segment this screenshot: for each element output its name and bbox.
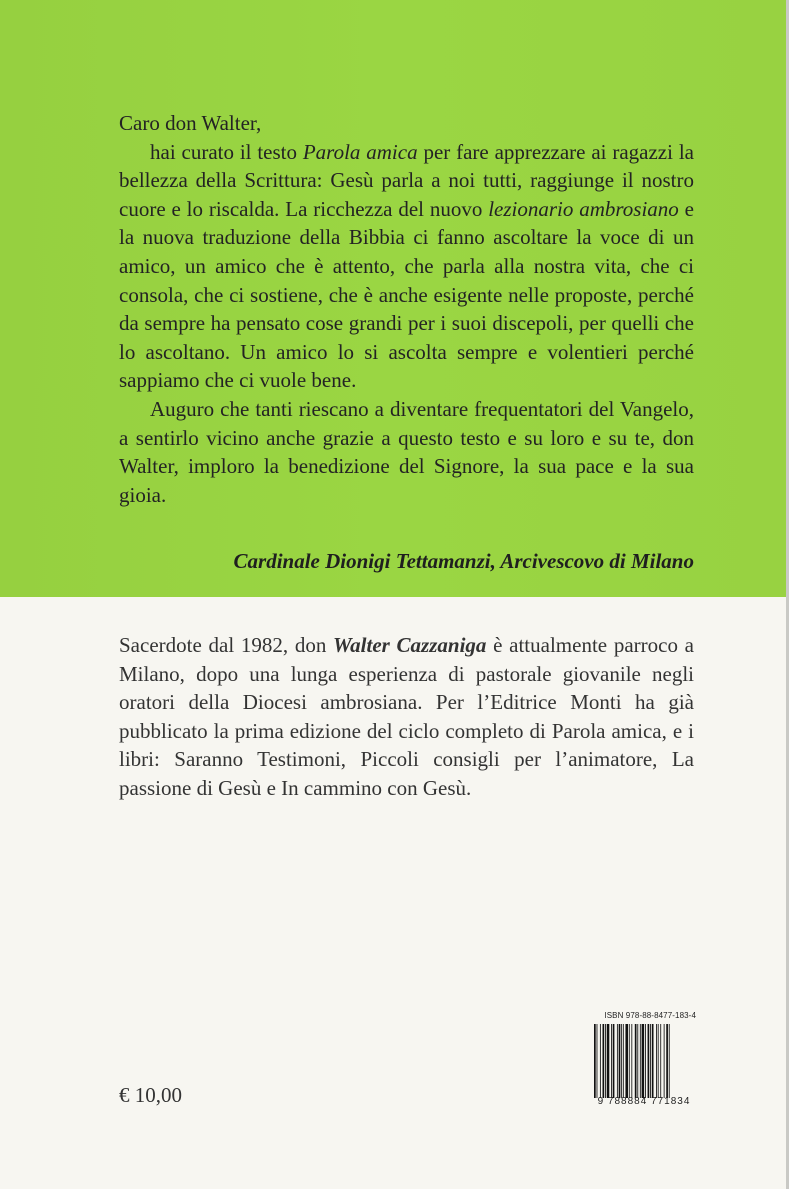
bio-book-1: Parola amica bbox=[551, 718, 662, 743]
author-bio: Sacerdote dal 1982, don Walter Cazzaniga è attualmente parroco a Milano, dopo una lunga esperienza di pastorale giovanile negli oratori della Diocesi ambrosiana. Per l’Editrice Monti ha già pubblicato la prima edizione del ciclo completo di Parola amica, e i libri: Saranno Testimoni, Piccoli consigli per l’animatore, La passione di Gesù e In cammino con Gesù. bbox=[119, 633, 695, 800]
bio-book-2: Saranno Testimoni, Piccoli consigli per l’animatore bbox=[174, 747, 653, 772]
letter-paragraph-2: Auguro che tanti riescano a diventare frequentatori del Vangelo, a sentirlo vicino anche grazie a questo testo e su loro e su te, don Walter, imploro la benedizione del Signore, la sua pace e la sua gioia. bbox=[119, 396, 694, 507]
book-title: Parola amica bbox=[302, 139, 418, 164]
bio-book-4: In cammino con Gesù bbox=[281, 775, 467, 800]
bio-book-3: La passione di Gesù bbox=[119, 747, 694, 800]
letter-salutation: Caro don Walter, bbox=[119, 111, 262, 135]
author-name: Walter Cazzaniga bbox=[333, 633, 487, 657]
letter-paragraph-1: hai curato il testo Parola amica per fare apprezzare ai ragazzi la bellezza della Scrittura: Gesù parla a noi tutti, raggiunge il nostro cuore e lo riscalda. La ricchezza del nuovo lezionario ambrosiano e la nuova traduzione della Bibbia ci fanno ascoltare la voce di un amico, un amico che è attento, che parla alla nostra vita, che ci consola, che ci sostiene, che è anche esigente nelle proposte, perché da sempre ha pensato cose grandi per i suoi discepoli, per quelli che lo ascoltano. Un amico lo si ascolta sempre e volentieri perché sappiamo che ci vuole bene. bbox=[119, 139, 694, 393]
letter-text bbox=[119, 109, 694, 509]
lezionario-term: lezionario ambrosiano bbox=[488, 196, 679, 221]
isbn-label: ISBN 978-88-8477-183-4 bbox=[604, 1011, 696, 1020]
barcode-number: 9 788884 771834 bbox=[597, 1096, 691, 1107]
price-label: € 10,00 bbox=[119, 1083, 182, 1107]
barcode-icon bbox=[592, 1024, 696, 1098]
letter-signature: Cardinale Dionigi Tettamanzi, Arcivescovo di Milano bbox=[233, 549, 694, 573]
isbn-barcode-block bbox=[592, 1011, 696, 1107]
